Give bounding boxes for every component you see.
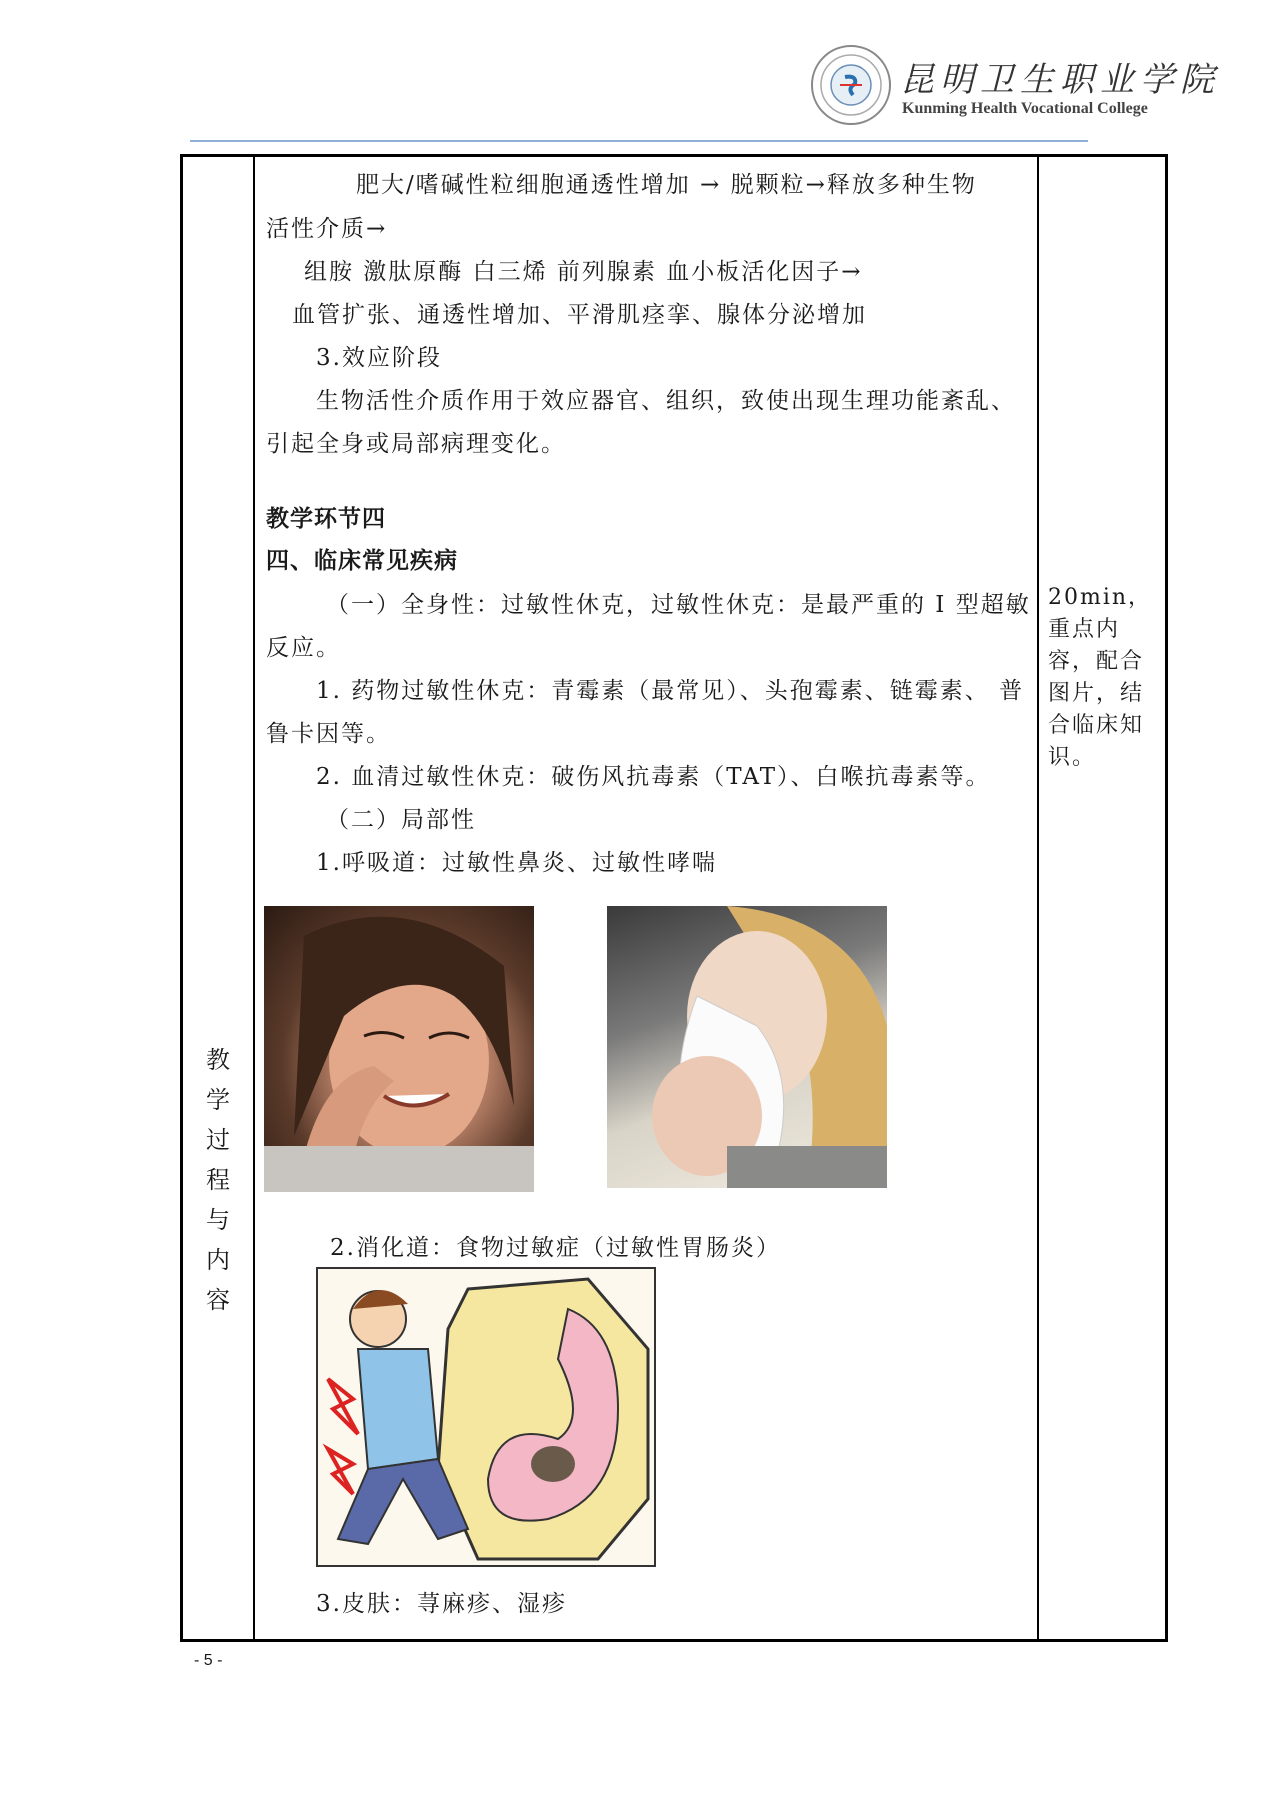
content-line: 3.效应阶段 — [316, 345, 442, 371]
label-char: 过 — [206, 1126, 230, 1154]
content-line: 2.消化道：食物过敏症（过敏性胃肠炎） — [330, 1235, 781, 1261]
section-heading: 四、临床常见疾病 — [266, 548, 458, 574]
content-line: 反应。 — [266, 635, 341, 661]
content-line: 引起全身或局部病理变化。 — [266, 431, 566, 457]
content-line: 血管扩张、通透性增加、平滑肌痉挛、腺体分泌增加 — [292, 302, 867, 328]
label-char: 程 — [206, 1166, 230, 1194]
photo-woman-sneezing — [607, 906, 887, 1188]
label-char: 容 — [206, 1286, 230, 1314]
column-divider — [253, 154, 255, 1642]
content-line: 1. 药物过敏性休克：青霉素（最常见）、头孢霉素、链霉素、 普 — [316, 678, 1025, 704]
content-line: （一）全身性：过敏性休克，过敏性休克：是最严重的 I 型超敏 — [326, 592, 1031, 618]
cartoon-stomach-ache-illustration — [316, 1267, 656, 1567]
content-line: 3.皮肤：荨麻疹、湿疹 — [316, 1591, 567, 1617]
college-logo — [810, 44, 892, 126]
content-line: 1.呼吸道：过敏性鼻炎、过敏性哮喘 — [316, 850, 717, 876]
content-line: 鲁卡因等。 — [266, 721, 391, 747]
content-line: 肥大/嗜碱性粒细胞通透性增加 → 脱颗粒→释放多种生物 — [356, 172, 977, 198]
page-number: - 5 - — [194, 1652, 223, 1669]
college-name-cn: 昆明卫生职业学院 — [900, 60, 1220, 100]
time-note: 20min，重点内容，配合图片，结合临床知识。 — [1048, 585, 1153, 770]
header-divider — [190, 140, 1088, 142]
label-char: 学 — [206, 1086, 230, 1114]
content-line: 2. 血清过敏性休克：破伤风抗毒素（TAT）、白喉抗毒素等。 — [316, 764, 991, 790]
college-name-en: Kunming Health Vocational College — [902, 100, 1148, 117]
content-line: （二）局部性 — [326, 807, 476, 833]
content-line: 组胺 激肽原酶 白三烯 前列腺素 血小板活化因子→ — [304, 259, 863, 285]
section-label-teaching-process — [203, 1040, 233, 1320]
label-char: 与 — [206, 1206, 230, 1234]
column-divider — [1037, 154, 1039, 1642]
label-char: 内 — [206, 1246, 230, 1274]
label-char: 教 — [206, 1046, 230, 1074]
content-line: 生物活性介质作用于效应器官、组织，致使出现生理功能紊乱、 — [316, 388, 1016, 414]
photo-child-rubbing-nose — [264, 906, 534, 1192]
content-line: 活性介质→ — [266, 216, 388, 242]
section-heading: 教学环节四 — [266, 506, 386, 532]
